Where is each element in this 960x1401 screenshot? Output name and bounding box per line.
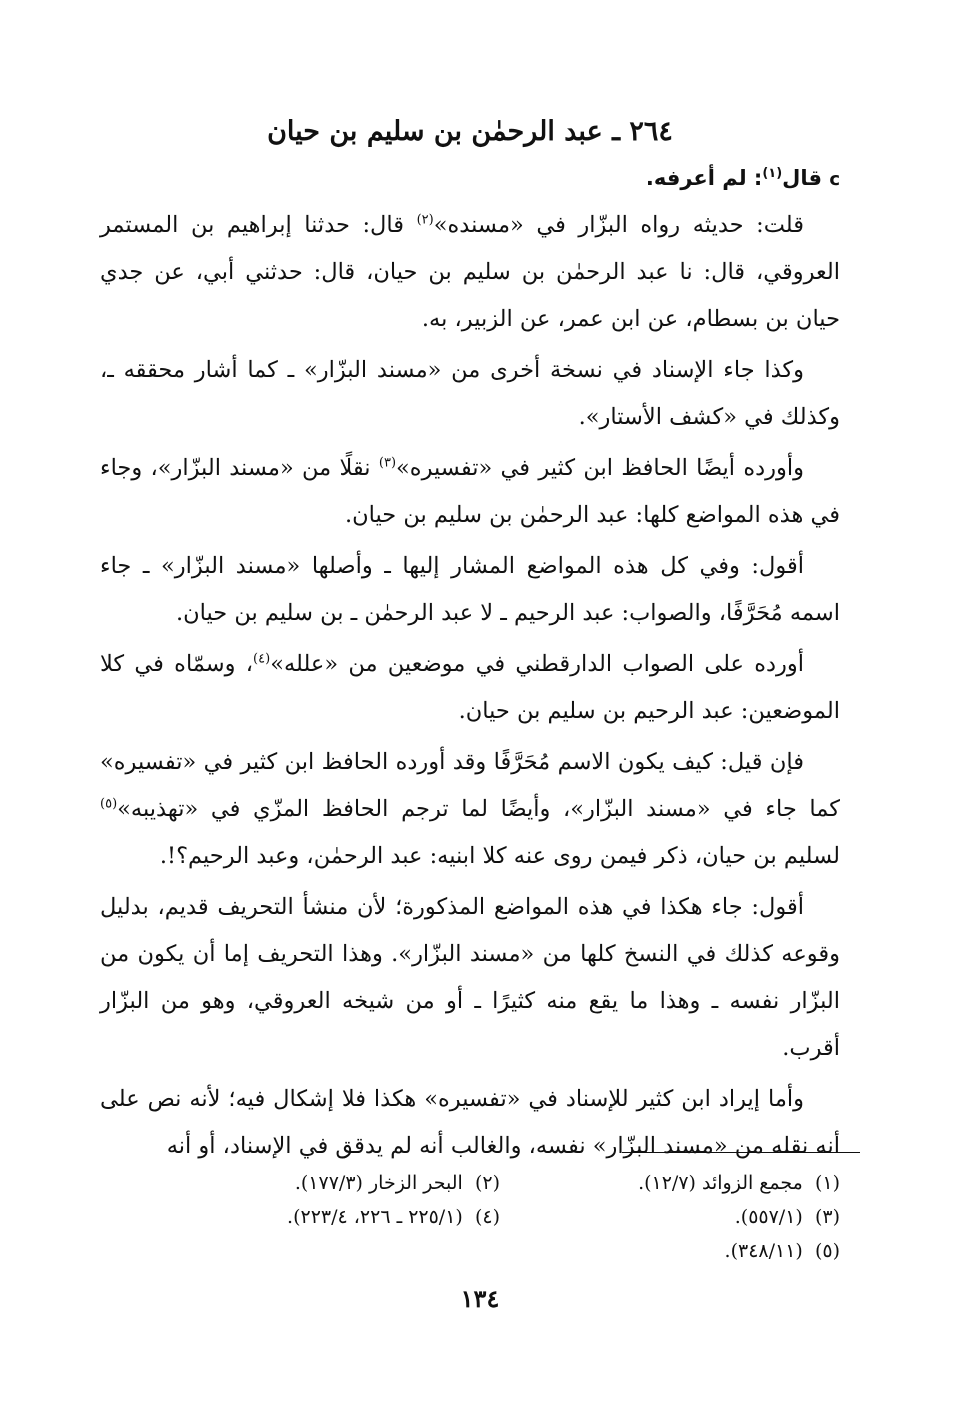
paragraph-text: وكذا جاء الإسناد في نسخة أخرى من «مسند البزّار» ـ كما أشار محققه ـ، وكذلك في «كشف الأستار».	[100, 357, 840, 430]
footnote-ref: (٤)	[253, 651, 271, 667]
page-number: ١٣٤	[460, 1284, 500, 1313]
paragraph	[100, 543, 840, 637]
paragraph-text: لسليم بن حيان، ذكر فيمن روى عنه كلا ابنيه: عبد الرحمٰن، وعبد الرحيم؟!.	[159, 843, 840, 869]
paragraph	[100, 884, 840, 1072]
paragraph-text: أقول: جاء هكذا في هذه المواضع المذكورة؛ لأن منشأ التحريف قديم، بدليل وقوعه كذلك في النسخ كلها من «مسند البزّار». وهذا التحريف إما أن يكون من البزّار نفسه ـ وهذا ما يقع منه كثيرًا ـ أو من شيخه العروقي، وهو من البزّار أقرب.	[100, 894, 840, 1061]
footnote-4: (٤) (٢٢٥/١ ـ ٢٢٦، ٢٢٣/٤).	[287, 1206, 500, 1228]
paragraph-text: أورده على الصواب الدارقطني في موضعين من «علله»	[270, 651, 805, 677]
opinion-line	[100, 158, 840, 200]
paragraphs-container	[100, 202, 840, 1170]
paragraph-text: فإن قيل: كيف يكون الاسم مُحَرَّفًا وقد أورده الحافظ ابن كثير في «تفسيره» كما جاء في «مسند البزّار»، وأيضًا لما ترجم الحافظ المزّي في «تهذيبه»	[100, 749, 840, 822]
footnote-separator	[622, 1152, 860, 1153]
paragraph-text: نقلًا من «مسند البزّار»، وجاء في هذه المواضع كلها: عبد الرحمٰن بن سليم بن حيان.	[100, 455, 840, 528]
paragraph	[100, 1076, 840, 1170]
opinion-text: : لم أعرفه.	[645, 166, 763, 190]
footnote-ref: (٣)	[378, 455, 397, 471]
paragraph	[100, 445, 840, 539]
footnote-row	[120, 1234, 840, 1268]
footnote-ref: (١)	[762, 166, 783, 181]
footnote-ref: (٥)	[100, 796, 118, 812]
paragraph	[100, 641, 840, 735]
paragraph-text: قال: حدثنا إبراهيم بن المستمر العروقي، قال: نا عبد الرحمٰن بن سليم بن حيان، قال: حدثني أبي، عن جدي حيان بن بسطام، عن ابن عمر، عن الزبير، به.	[100, 212, 840, 332]
paragraph-text: قلت: حديثه رواه البزّار في «مسنده»	[433, 212, 804, 238]
paragraph	[100, 347, 840, 441]
footnote-2: (٢) البحر الزخار (١٧٧/٣).	[294, 1172, 500, 1194]
footnote-3: (٣) (٥٥٧/١).	[734, 1206, 840, 1228]
paragraph-text: وأورده أيضًا الحافظ ابن كثير في «تفسيره»	[396, 455, 804, 481]
entry-heading: ٢٦٤ ـ عبد الرحمٰن بن سليم بن حيان	[267, 116, 673, 147]
paragraph	[100, 739, 840, 880]
paragraph-text: وأما إيراد ابن كثير للإسناد في «تفسيره» هكذا فلا إشكال فيه؛ لأنه نص على أنه نقله من «مسند البزّار» نفسه، والغالب أنه لم يدقق في الإسناد، أو أنه	[100, 1086, 840, 1159]
section-marker: c	[829, 169, 840, 190]
paragraph-text: أقول: وفي كل هذه المواضع المشار إليها ـ وأصلها «مسند البزّار» ـ جاء اسمه مُحَرَّفًا، والصواب: عبد الرحيم ـ لا عبد الرحمٰن ـ بن سليم بن حيان.	[100, 553, 840, 626]
page-body	[100, 110, 840, 1174]
footnote-row	[120, 1166, 840, 1200]
paragraph-text: ، وسمّاه في كلا الموضعين: عبد الرحيم بن سليم بن حيان.	[100, 651, 840, 724]
opinion-label: قال	[782, 166, 823, 190]
footnotes	[120, 1166, 840, 1268]
footnote-ref: (٢)	[416, 212, 434, 228]
footnote-row	[120, 1200, 840, 1234]
footnote-1: (١) مجمع الزوائد (١٢/٧).	[638, 1172, 840, 1194]
footnote-5: (٥) (٣٤٨/١١).	[724, 1240, 840, 1262]
paragraph	[100, 202, 840, 343]
